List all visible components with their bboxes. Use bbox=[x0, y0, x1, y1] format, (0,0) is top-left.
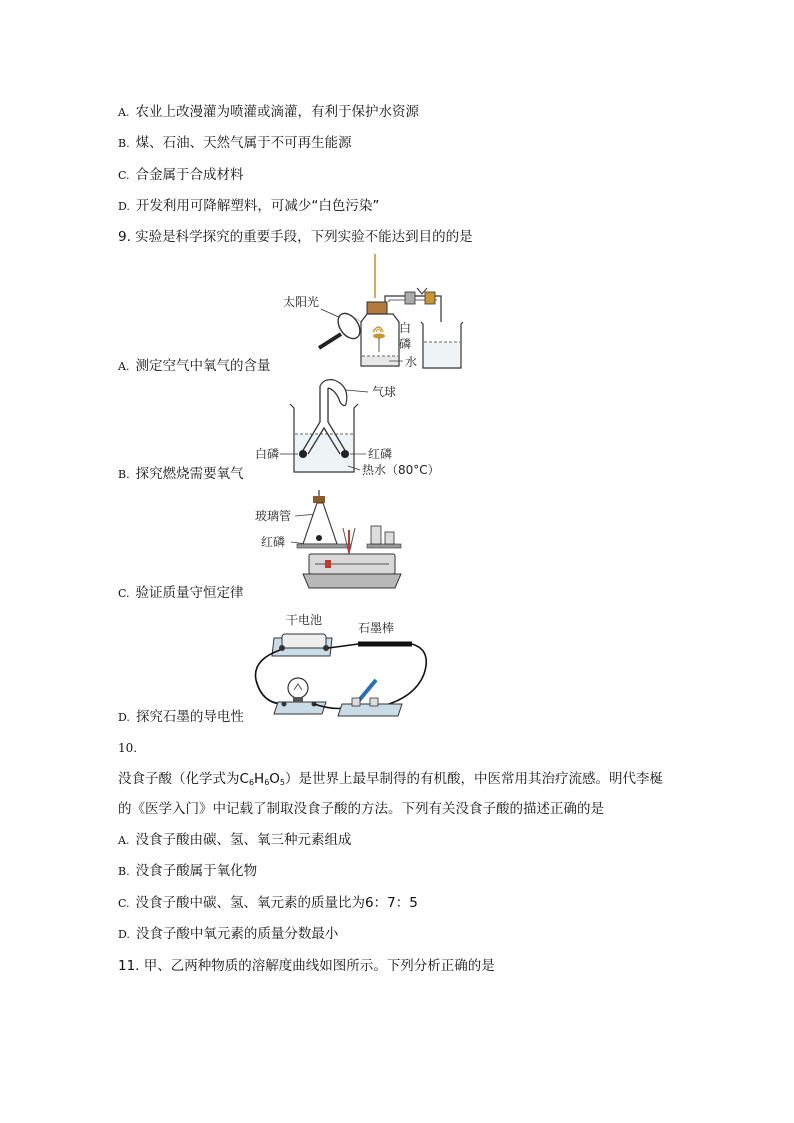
q10-stem-part-d: ）是世界上最早制得的有机酸，中医常用其治疗流感。明代李梴 bbox=[285, 771, 664, 787]
q10-sub-h: 6 bbox=[264, 778, 270, 787]
q10-stem-line1 bbox=[118, 769, 663, 793]
q10-sub-o: 5 bbox=[279, 778, 286, 787]
reaction-bottle bbox=[361, 302, 399, 366]
q8-option-b-letter: B. bbox=[118, 137, 130, 150]
q9-option-b-letter: B. bbox=[118, 468, 130, 481]
hot-water-label: 热水（80°C） bbox=[362, 463, 440, 476]
red-phos-label: 红磷 bbox=[368, 447, 393, 461]
phos-label-2: 磷 bbox=[399, 337, 412, 351]
q8-option-a-text: 农业上改漫灌为喷灌或滴灌，有利于保护水资源 bbox=[135, 104, 419, 120]
q9-stem: 9. 实验是科学探究的重要手段，下列实验不能达到目的的是 bbox=[118, 229, 473, 245]
q8-option-d bbox=[118, 196, 379, 217]
q10-option-d-text: 没食子酸中氧元素的质量分数最小 bbox=[135, 926, 339, 942]
q9-option-a-letter: A. bbox=[118, 360, 130, 373]
q10-stem-part-b: H bbox=[254, 771, 265, 787]
water-label: 水 bbox=[405, 355, 418, 369]
q10-option-a bbox=[118, 830, 351, 851]
sun-label: 太阳光 bbox=[283, 295, 320, 309]
q9-figure-b bbox=[250, 376, 480, 476]
q10-stem-part-c: O bbox=[269, 771, 280, 787]
beaker-b bbox=[290, 404, 358, 472]
glass-tube-label: 玻璃管 bbox=[255, 509, 292, 523]
q11-stem: 11. 甲、乙两种物质的溶解度曲线如图所示。下列分析正确的是 bbox=[118, 958, 495, 974]
q8-option-b-text: 煤、石油、天然气属于不可再生能源 bbox=[135, 135, 352, 151]
q10-option-d-letter: D. bbox=[118, 928, 130, 941]
phos-label-1: 白 bbox=[399, 321, 412, 335]
q8-option-d-text: 开发利用可降解塑料，可减少“白色污染” bbox=[135, 198, 380, 214]
q9-option-d bbox=[118, 707, 244, 728]
q10-number bbox=[118, 738, 137, 758]
q9-option-b-text: 探究燃烧需要氧气 bbox=[135, 466, 244, 482]
q10-stem-part-a: 没食子酸（化学式为C bbox=[118, 771, 249, 787]
q9-option-a bbox=[118, 356, 270, 377]
q10-option-b bbox=[118, 861, 257, 882]
wire bbox=[256, 650, 285, 704]
q10-sub-c: 6 bbox=[248, 778, 255, 787]
flask bbox=[303, 490, 337, 544]
q9-option-d-text: 探究石墨的导电性 bbox=[135, 709, 244, 725]
q9-figure-a bbox=[275, 252, 495, 374]
q10-option-b-text: 没食子酸属于氧化物 bbox=[135, 863, 258, 879]
balloon-label: 气球 bbox=[372, 385, 397, 399]
q9-option-c-letter: C. bbox=[118, 587, 130, 600]
switch-icon bbox=[338, 680, 402, 716]
q10-option-a-text: 没食子酸由碳、氢、氧三种元素组成 bbox=[135, 832, 352, 848]
q9-figure-d bbox=[252, 610, 432, 720]
white-phos-label: 白磷 bbox=[255, 447, 280, 461]
red-phos-label-c: 红磷 bbox=[261, 535, 286, 549]
q9-option-d-letter: D. bbox=[118, 711, 130, 724]
q10-number-text: 10. bbox=[118, 741, 138, 755]
battery-label: 干电池 bbox=[286, 613, 323, 627]
q8-option-c-text: 合金属于合成材料 bbox=[135, 167, 244, 183]
q10-option-d bbox=[118, 924, 338, 945]
q9-option-a-text: 测定空气中氧气的含量 bbox=[135, 358, 271, 374]
q9-option-c-text: 验证质量守恒定律 bbox=[135, 585, 244, 601]
bulb-icon bbox=[274, 678, 326, 714]
q8-option-c bbox=[118, 165, 244, 186]
beaker bbox=[421, 322, 463, 368]
q10-option-a-letter: A. bbox=[118, 834, 130, 847]
q10-option-c-text: 没食子酸中碳、氢、氧元素的质量比为6：7：5 bbox=[135, 895, 418, 911]
q10-stem-line2: 的《医学入门》中记载了制取没食子酸的方法。下列有关没食子酸的描述正确的是 bbox=[118, 801, 604, 817]
q9-option-c bbox=[118, 583, 244, 604]
q8-option-a-letter: A. bbox=[118, 106, 130, 119]
q10-option-c bbox=[118, 893, 418, 914]
q8-option-a bbox=[118, 102, 419, 123]
battery-icon bbox=[272, 634, 332, 656]
q8-option-b bbox=[118, 133, 352, 154]
balloon-icon bbox=[320, 380, 347, 406]
q10-option-b-letter: B. bbox=[118, 865, 130, 878]
q10-option-c-letter: C. bbox=[118, 897, 130, 910]
q8-option-c-letter: C. bbox=[118, 169, 130, 182]
q9-figure-c bbox=[255, 488, 405, 598]
graphite-label: 石墨棒 bbox=[358, 621, 395, 635]
q9-option-b bbox=[118, 464, 244, 485]
q8-option-d-letter: D. bbox=[118, 200, 130, 213]
